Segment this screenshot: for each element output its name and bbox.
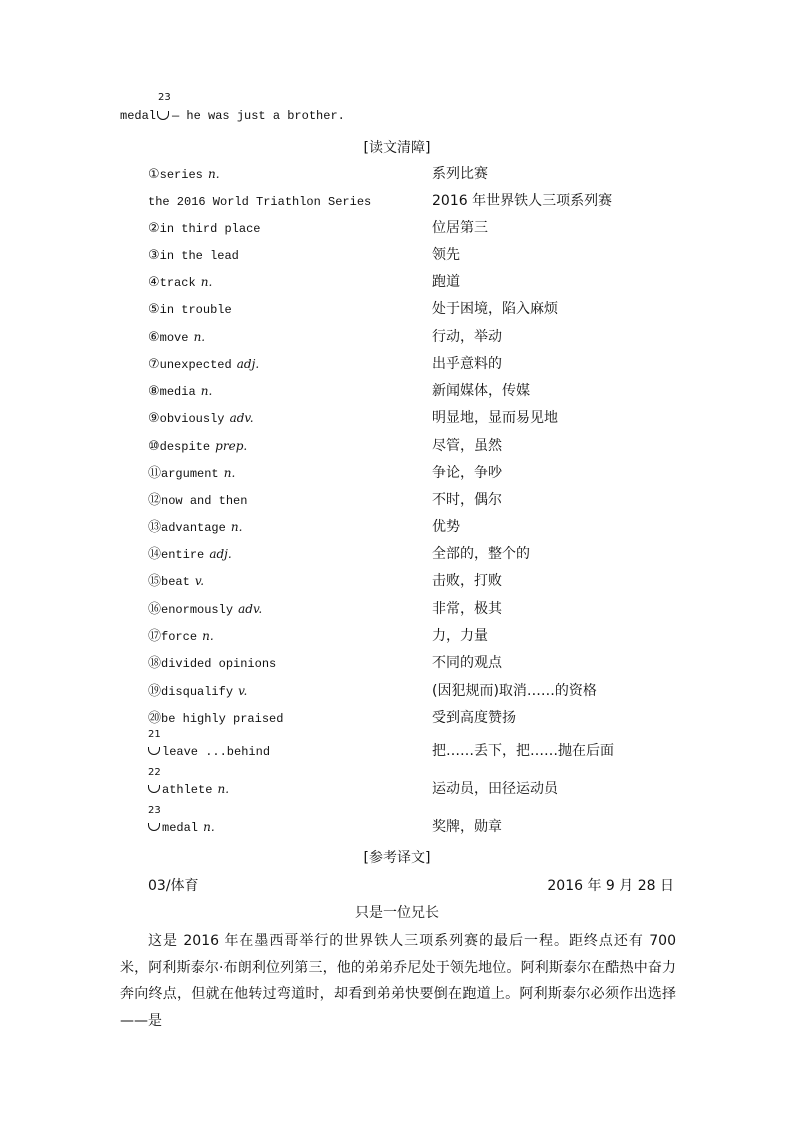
vocab-part-of-speech: v. bbox=[194, 574, 205, 588]
vocab-term: athlete bbox=[162, 783, 213, 797]
vocab-part-of-speech: n. bbox=[217, 782, 230, 796]
vocab-term-cell bbox=[148, 163, 220, 182]
vocab-term: obviously bbox=[159, 412, 225, 426]
vocab-number: 21 bbox=[148, 729, 161, 740]
vocab-meaning: 明显地，显而易见地 bbox=[432, 410, 558, 426]
vocab-part-of-speech: n. bbox=[200, 384, 213, 398]
vocab-term: in third place bbox=[159, 222, 261, 236]
vocab-part-of-speech: n. bbox=[200, 275, 213, 289]
vocab-term: leave ...behind bbox=[162, 745, 271, 759]
vocab-number-shape bbox=[148, 747, 160, 755]
vocab-number: ⑯ bbox=[148, 602, 162, 617]
vocab-term-cell bbox=[148, 489, 247, 508]
vocab-number: ⑤ bbox=[148, 302, 160, 317]
vocab-meaning: 尽管，虽然 bbox=[432, 438, 502, 454]
notes-heading: [读文清障] bbox=[363, 140, 431, 156]
vocab-meaning: 击败，打败 bbox=[432, 573, 502, 589]
vocab-number: ⑬ bbox=[148, 520, 162, 535]
vocab-number: ⑧ bbox=[148, 384, 160, 399]
vocab-term-cell bbox=[148, 353, 259, 372]
article-date: 2016 年 9 月 28 日 bbox=[547, 878, 674, 894]
vocab-number: ⑱ bbox=[148, 656, 162, 671]
vocab-meaning: 把……丢下，把……抛在后面 bbox=[432, 743, 614, 759]
vocab-number: ① bbox=[148, 167, 160, 182]
vocab-part-of-speech: n. bbox=[193, 330, 206, 344]
vocab-term-cell bbox=[148, 271, 212, 290]
vocab-term-cell bbox=[148, 652, 276, 671]
vocab-term: enormously bbox=[161, 603, 234, 617]
vocab-number: 22 bbox=[148, 767, 161, 778]
vocab-number: ⑩ bbox=[148, 439, 160, 454]
vocab-meaning: 处于困境，陷入麻烦 bbox=[432, 301, 558, 317]
vocab-term: divided opinions bbox=[161, 657, 277, 671]
vocab-term: be highly praised bbox=[161, 712, 284, 726]
vocab-meaning: 不时，偶尔 bbox=[432, 492, 502, 508]
vocab-meaning: 领先 bbox=[432, 247, 460, 263]
vocab-term: medal bbox=[162, 821, 199, 835]
vocab-meaning: (因犯规而)取消……的资格 bbox=[432, 683, 597, 699]
vocab-meaning: 争论，争吵 bbox=[432, 465, 502, 481]
vocab-part-of-speech: n. bbox=[230, 520, 243, 534]
vocab-term: the 2016 World Triathlon Series bbox=[148, 195, 372, 209]
vocab-term-cell bbox=[148, 570, 204, 589]
vocab-part-of-speech: n. bbox=[202, 629, 214, 643]
footnote-mark-shape bbox=[157, 111, 169, 120]
vocab-term-cell bbox=[148, 729, 271, 759]
vocab-number-shape bbox=[148, 823, 160, 831]
article-title: 只是一位兄长 bbox=[355, 905, 439, 921]
vocab-number: ⑦ bbox=[148, 357, 160, 372]
vocab-number: ⑳ bbox=[148, 711, 162, 726]
section-label: 03/体育 bbox=[148, 878, 199, 894]
vocab-term-cell bbox=[148, 707, 283, 726]
vocab-term-cell bbox=[148, 767, 230, 797]
vocab-term-cell bbox=[148, 244, 239, 263]
vocab-number: ⑰ bbox=[148, 629, 162, 644]
continuation-word: medal bbox=[120, 109, 157, 123]
vocab-term: now and then bbox=[161, 494, 248, 508]
vocab-term-cell bbox=[148, 805, 215, 835]
vocab-number: ⑨ bbox=[148, 411, 160, 426]
footnote-mark-number: 23 bbox=[158, 92, 171, 103]
vocab-number: ④ bbox=[148, 275, 160, 290]
vocab-part-of-speech: adj. bbox=[236, 357, 260, 371]
vocab-term: argument bbox=[161, 467, 219, 481]
vocab-number-shape bbox=[148, 785, 160, 793]
vocab-meaning: 运动员，田径运动员 bbox=[432, 781, 558, 797]
vocab-term: media bbox=[159, 385, 196, 399]
translation-heading: [参考译文] bbox=[363, 850, 431, 866]
vocab-term: track bbox=[159, 276, 196, 290]
vocab-number: ⑥ bbox=[148, 330, 160, 345]
vocab-part-of-speech: n. bbox=[203, 820, 215, 834]
vocab-meaning: 受到高度赞扬 bbox=[432, 710, 516, 726]
vocab-number: ⑭ bbox=[148, 547, 162, 562]
vocab-part-of-speech: adv. bbox=[229, 411, 254, 425]
vocab-number-mark bbox=[148, 805, 162, 835]
vocab-meaning: 系列比赛 bbox=[432, 166, 488, 182]
vocab-term-cell bbox=[148, 326, 205, 345]
vocab-meaning: 力，力量 bbox=[432, 628, 488, 644]
vocab-term-cell bbox=[148, 298, 232, 317]
vocab-term: disqualify bbox=[161, 685, 234, 699]
vocab-term-cell bbox=[148, 625, 214, 644]
vocab-term: in trouble bbox=[159, 303, 232, 317]
vocab-meaning: 全部的，整个的 bbox=[432, 546, 530, 562]
vocab-term: despite bbox=[159, 440, 211, 454]
vocab-term: in the lead bbox=[159, 249, 239, 263]
vocab-meaning: 出乎意料的 bbox=[432, 356, 502, 372]
vocab-term-cell bbox=[148, 598, 262, 617]
vocab-term: force bbox=[161, 630, 198, 644]
vocab-term-cell bbox=[148, 543, 232, 562]
vocab-term-cell bbox=[148, 380, 212, 399]
continuation-line bbox=[120, 92, 345, 123]
vocab-meaning: 2016 年世界铁人三项系列赛 bbox=[432, 193, 613, 209]
footnote-mark bbox=[157, 92, 171, 123]
vocab-number: ⑲ bbox=[148, 684, 162, 699]
vocab-term: entire bbox=[161, 548, 205, 562]
vocab-meaning: 优势 bbox=[432, 519, 460, 535]
vocab-number: ⑮ bbox=[148, 574, 162, 589]
vocab-meaning: 非常，极其 bbox=[432, 601, 502, 617]
vocab-term: series bbox=[159, 168, 203, 182]
continuation-text: — he was just a brother. bbox=[172, 109, 345, 123]
vocab-number: 23 bbox=[148, 805, 161, 816]
vocab-number: ② bbox=[148, 221, 160, 236]
vocab-term-cell bbox=[148, 435, 247, 454]
vocab-term: unexpected bbox=[159, 358, 232, 372]
vocab-meaning: 行动，举动 bbox=[432, 329, 502, 345]
vocab-term: advantage bbox=[161, 521, 226, 535]
vocab-number-mark bbox=[148, 767, 162, 797]
vocab-meaning: 不同的观点 bbox=[432, 655, 502, 671]
vocab-meaning: 奖牌，勋章 bbox=[432, 819, 502, 835]
vocab-meaning: 跑道 bbox=[432, 274, 460, 290]
vocab-number-mark bbox=[148, 729, 162, 759]
vocab-part-of-speech: v. bbox=[238, 684, 248, 698]
vocab-number: ⑪ bbox=[148, 466, 162, 481]
vocab-term-cell bbox=[148, 516, 242, 535]
vocab-part-of-speech: n. bbox=[223, 466, 236, 480]
vocab-number: ⑫ bbox=[148, 493, 162, 508]
vocab-term-cell bbox=[148, 217, 260, 236]
vocab-part-of-speech: adv. bbox=[238, 602, 263, 616]
vocab-term-cell bbox=[148, 190, 371, 209]
vocab-meaning: 新闻媒体，传媒 bbox=[432, 383, 530, 399]
vocab-part-of-speech: prep. bbox=[215, 439, 248, 453]
vocab-term-cell bbox=[148, 462, 235, 481]
vocab-number: ③ bbox=[148, 248, 160, 263]
article-paragraph: 这是 2016 年在墨西哥举行的世界铁人三项系列赛的最后一程。距终点还有 700 米，阿利斯泰尔·布朗利位列第三，他的弟弟乔尼处于领先地位。阿利斯泰尔在酷热中奋力奔向终点，但就在他转过弯道时，却看到弟弟快要倒在跑道上。阿利斯泰尔必须作出选择——是 bbox=[120, 933, 676, 1029]
vocab-meaning: 位居第三 bbox=[432, 220, 488, 236]
vocab-term: move bbox=[159, 331, 189, 345]
vocab-part-of-speech: adj. bbox=[209, 547, 232, 561]
vocab-part-of-speech: n. bbox=[207, 167, 220, 181]
vocab-term: beat bbox=[161, 575, 190, 589]
vocab-term-cell bbox=[148, 407, 254, 426]
vocab-term-cell bbox=[148, 680, 247, 699]
